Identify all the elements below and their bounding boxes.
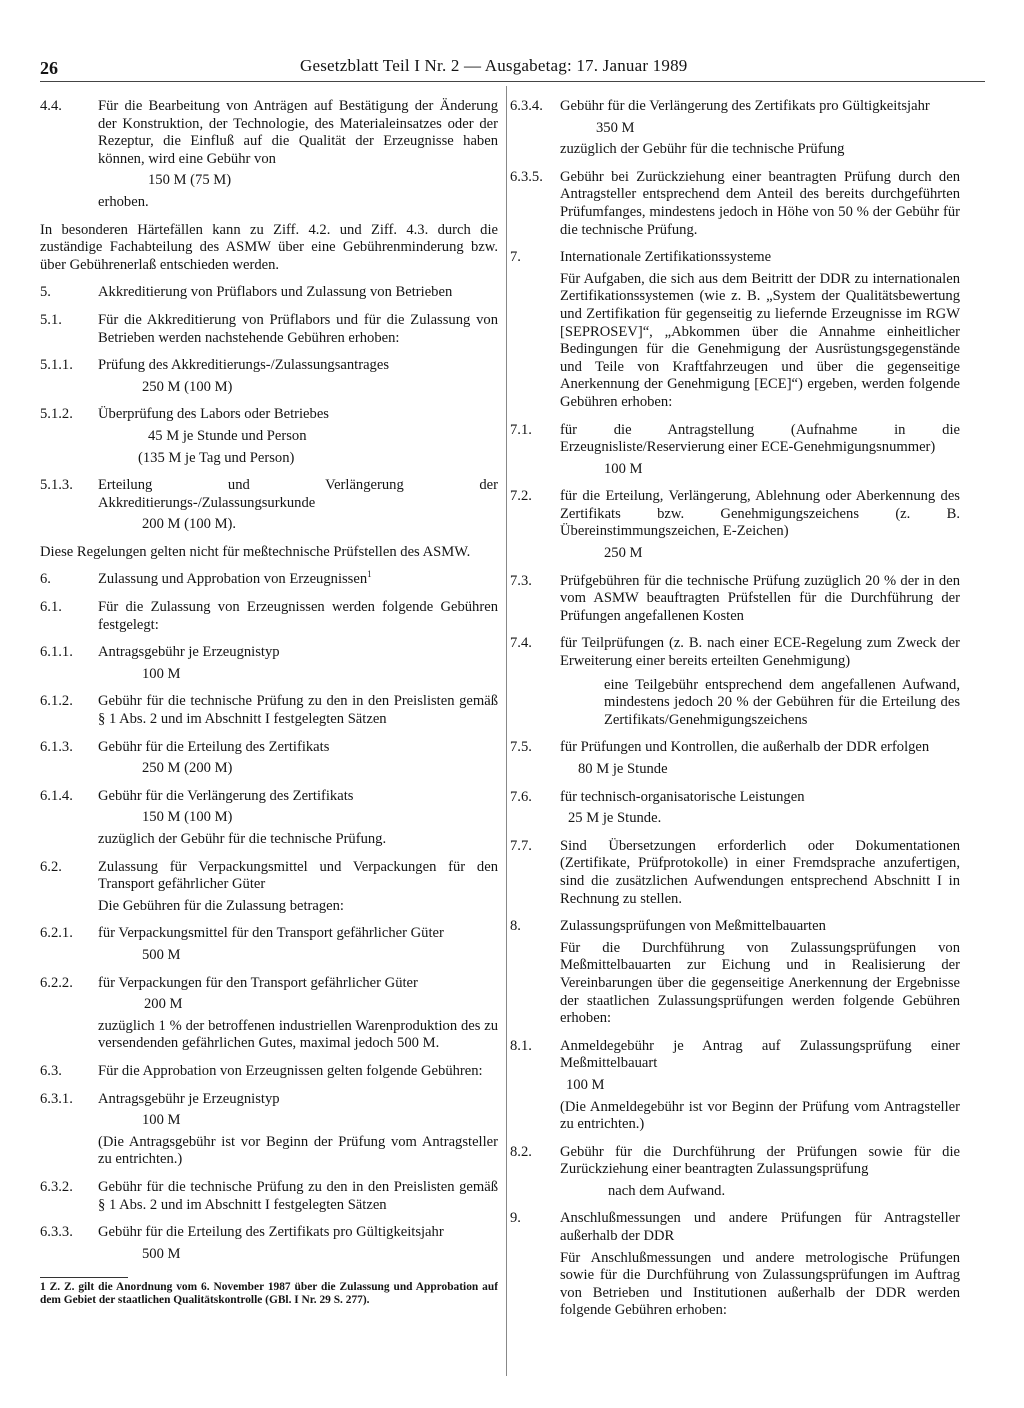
section-text [560, 249, 960, 267]
section-number: 6.3.1. [40, 1090, 73, 1107]
continuation-text: zuzüglich 1 % der betroffenen industriellen Warenproduktion des zu versendenden gefährlichen Gutes, maximal jedoch 500 M. [98, 1017, 498, 1052]
fee-amount: 250 M [604, 545, 643, 562]
section-number: 6.3. [40, 1062, 62, 1079]
section-text-content: Akkreditierung von Prüflabors und Zulassung von Betrieben [98, 284, 453, 301]
section-text [98, 571, 498, 589]
section-text [560, 1144, 960, 1179]
section-item [40, 284, 498, 302]
fee-amount: 150 M (100 M) [142, 809, 233, 826]
section-text-content: Für die Akkreditierung von Prüflabors und für die Zulassung von Betrieben werden nachstehende Gebühren erhoben: [98, 311, 498, 346]
section-number: 6.1.3. [40, 738, 73, 755]
fee-amount: 45 M je Stunde und Person [148, 427, 307, 444]
section-text [560, 739, 960, 757]
continuation-text: Die Gebühren für die Zulassung betragen: [98, 897, 344, 914]
section-text-content: für Prüfungen und Kontrollen, die außerhalb der DDR erfolgen [560, 739, 930, 756]
section-text-content: Gebühr für die Erteilung des Zertifikats pro Gültigkeitsjahr [98, 1224, 444, 1241]
section-text [98, 98, 498, 168]
section-text-content: Zulassungsprüfungen von Meßmittelbauarten [560, 918, 826, 935]
section-item [40, 1179, 498, 1214]
section-text [98, 1063, 498, 1081]
section-number: 5. [40, 284, 51, 301]
section-item [510, 422, 960, 457]
continuation-text: zuzüglich der Gebühr für die technische Prüfung [560, 141, 845, 158]
section-text-content: Anmeldegebühr je Antrag auf Zulassungsprüfung einer Meßmittelbauart [560, 1037, 960, 1072]
section-item [40, 406, 498, 424]
section-text [98, 1091, 498, 1109]
fee-amount: 250 M (200 M) [142, 760, 233, 777]
section-text [560, 789, 960, 807]
section-number: 9. [510, 1210, 521, 1227]
section-number: 6.2. [40, 858, 62, 875]
header-rule [40, 81, 985, 82]
section-text [98, 975, 498, 993]
continuation-text: Für Anschlußmessungen und andere metrologische Prüfungen sowie für die Durchführung von Zulassungsprüfungen im Auftrag von Betrieben und Institutionen außerhalb der DDR werden folgende Gebühren erhoben: [560, 1249, 960, 1319]
section-number: 6.2.2. [40, 974, 73, 991]
section-text-content: Für die Approbation von Erzeugnissen gelten folgende Gebühren: [98, 1062, 483, 1079]
continuation-text: (Die Anmeldegebühr ist vor Beginn der Prüfung vom Antragsteller zu entrichten.) [560, 1098, 960, 1133]
section-number: 6.3.4. [510, 98, 543, 114]
section-number: 7.1. [510, 421, 532, 438]
section-text-content: Antragsgebühr je Erzeugnistyp [98, 1090, 280, 1107]
section-text [560, 1038, 960, 1073]
section-text [98, 739, 498, 757]
continuation-text: (Die Antragsgebühr ist vor Beginn der Prüfung vom Antragsteller zu entrichten.) [98, 1133, 498, 1168]
continuation-text: Für die Durchführung von Zulassungsprüfungen von Meßmittelbauarten zur Eichung und in Realisierung der Vereinbarungen über die gegenseitige Anerkennung der Ergebnisse der staatlichen Zulassungsprüfungen werden folgende Gebühren erhoben: [560, 939, 960, 1027]
section-number: 6.1.1. [40, 644, 73, 661]
fee-amount: 500 M [142, 946, 181, 963]
section-item [40, 859, 498, 894]
section-item [40, 925, 498, 943]
section-text [98, 312, 498, 347]
paragraph: In besonderen Härtefällen kann zu Ziff. 4.2. und Ziff. 4.3. durch die zuständige Fachabteilung des ASMW über eine Gebührenminderung bzw. über Gebührenerlaß entschieden werden. [40, 221, 498, 273]
section-item [510, 739, 960, 757]
fee-amount: 25 M je Stunde. [568, 810, 662, 827]
footnote: 1 Z. Z. gilt die Anordnung vom 6. November 1987 über die Zulassung und Approbation auf dem Gebiet der staatlichen Qualitätskontrolle (GBl. I Nr. 29 S. 277). [40, 1281, 498, 1307]
section-text [98, 925, 498, 943]
section-number: 6. [40, 571, 51, 588]
fee-amount: 100 M [142, 1112, 181, 1129]
section-text-content: Gebühr für die Verlängerung des Zertifikats pro Gültigkeitsjahr [560, 98, 930, 114]
section-item [510, 249, 960, 267]
section-item [510, 789, 960, 807]
section-item [40, 788, 498, 806]
section-item [510, 573, 960, 626]
section-item [40, 739, 498, 757]
section-number: 8.1. [510, 1037, 532, 1054]
continuation-text: erhoben. [98, 193, 149, 210]
section-text [560, 488, 960, 541]
section-text [560, 838, 960, 908]
section-text-content: Überprüfung des Labors oder Betriebes [98, 406, 329, 423]
section-text [98, 1224, 498, 1242]
section-number: 6.3.5. [510, 168, 543, 185]
section-number: 5.1. [40, 311, 62, 328]
footnote-block [40, 1277, 498, 1307]
section-item [510, 488, 960, 541]
section-text [98, 406, 498, 424]
section-item [40, 599, 498, 634]
section-item [510, 1210, 960, 1245]
section-text-content: Zulassung für Verpackungsmittel und Verpackungen für den Transport gefährlicher Güter [98, 858, 498, 893]
section-text [560, 573, 960, 626]
right-column [510, 98, 960, 1380]
section-number: 6.1.2. [40, 693, 73, 710]
section-text-content: Gebühr bei Zurückziehung einer beantragten Prüfung durch den Antragsteller entsprechend dem Anteil des bereits durchgeführten Prüfumfanges, mindestens jedoch in Höhe von 50 % der Gebühr für die technische Prüfung. [560, 168, 960, 238]
section-text [560, 1210, 960, 1245]
section-item [40, 571, 498, 589]
section-text-content: für technisch-organisatorische Leistungen [560, 788, 805, 805]
section-number: 6.2.1. [40, 925, 73, 942]
section-text [98, 788, 498, 806]
section-text-content: Anschlußmessungen und andere Prüfungen für Antragsteller außerhalb der DDR [560, 1210, 960, 1245]
page-header [0, 52, 1024, 78]
section-text-content: Zulassung und Approbation von Erzeugnissen [98, 571, 368, 588]
fee-amount: 150 M (75 M) [148, 172, 232, 189]
fee-amount: 80 M je Stunde [578, 761, 668, 777]
section-text [560, 918, 960, 936]
indented-text: eine Teilgebühr entsprechend dem angefallenen Aufwand, mindestens jedoch 20 % der Gebühren für die Erteilung des Zertifikats/Genehmigungszeichens [604, 676, 960, 728]
section-number: 7. [510, 249, 521, 266]
continuation-text: Für Aufgaben, die sich aus dem Beitritt der DDR zu internationalen Zertifikationssystemen (wie z. B. „System der Qualitätsbewertung und Zertifikation für gegenseitig zu liefernde Erzeugnisse im RGW [SEPROSEV]“, „Abkommen über die Annahme einheitlicher Bedingungen für die Genehmigung der Ausrüstungsgegenstände und Teile von Kraftfahrzeugen und über die gegenseitige Anerkennung der Genehmigung [ECE]“) ergeben, werden folgende Gebühren erhoben: [560, 270, 960, 410]
section-text [98, 693, 498, 728]
section-text [98, 1179, 498, 1214]
section-text-content: Gebühr für die Durchführung der Prüfungen sowie für die Zurückziehung einer beantragten Zulassungsprüfung [560, 1143, 960, 1178]
fee-amount: 350 M [596, 119, 635, 136]
section-item [510, 1144, 960, 1179]
section-item [40, 644, 498, 662]
continuation-text: zuzüglich der Gebühr für die technische Prüfung. [98, 831, 387, 847]
section-item [40, 975, 498, 993]
section-text-content: für Verpackungen für den Transport gefährlicher Güter [98, 974, 418, 991]
footnote-marker: 1 [367, 569, 372, 580]
section-item [510, 1038, 960, 1073]
section-number: 5.1.2. [40, 406, 73, 423]
section-item [510, 98, 960, 116]
section-text-content: Gebühr für die technische Prüfung zu den in den Preislisten gemäß § 1 Abs. 2 und im Abschnitt I festgelegten Sätzen [98, 1178, 498, 1213]
section-item [40, 693, 498, 728]
fee-amount: 100 M [566, 1076, 605, 1093]
section-number: 7.3. [510, 572, 532, 589]
section-number: 6.1. [40, 599, 62, 616]
section-text-content: Für die Bearbeitung von Anträgen auf Bestätigung der Änderung der Konstruktion, der Technologie, des Materialeinsatzes oder der Rezeptur, die Einfluß auf die Qualität der Erzeugnisse haben können, wird eine Gebühr von [98, 98, 498, 167]
section-text [98, 599, 498, 634]
section-text-content: Antragsgebühr je Erzeugnistyp [98, 644, 280, 661]
section-number: 8. [510, 918, 521, 935]
section-text [98, 284, 498, 302]
section-number: 7.6. [510, 788, 532, 805]
section-text [560, 169, 960, 239]
section-item [40, 1063, 498, 1081]
running-head: Gesetzblatt Teil I Nr. 2 — Ausgabetag: 17. Januar 1989 [300, 56, 688, 75]
section-number: 8.2. [510, 1143, 532, 1160]
section-text [98, 859, 498, 894]
section-text-content: Prüfung des Akkreditierungs-/Zulassungsantrages [98, 357, 390, 374]
section-item [510, 838, 960, 908]
footnote-rule [40, 1277, 128, 1278]
section-text [560, 98, 960, 116]
fee-amount: 200 M (100 M). [142, 516, 237, 533]
fee-amount: (135 M je Tag und Person) [138, 449, 295, 466]
section-text-content: Sind Übersetzungen erforderlich oder Dokumentationen (Zertifikate, Prüfprotokolle) in einer Fremdsprache anzufertigen, sind die zusätzlichen Aufwendungen entsprechend Abschnitt I in Rechnung zu stellen. [560, 837, 960, 907]
left-column [40, 98, 498, 1380]
section-text-content: Erteilung und Verlängerung der Akkreditierungs-/Zulassungsurkunde [98, 477, 498, 511]
section-item [40, 1224, 498, 1242]
section-number: 6.3.2. [40, 1178, 73, 1195]
section-text [560, 635, 960, 670]
section-item [510, 169, 960, 239]
section-text [98, 644, 498, 662]
section-number: 7.4. [510, 635, 532, 652]
fee-amount: 200 M [144, 996, 183, 1013]
section-item [40, 477, 498, 512]
section-item [40, 1091, 498, 1109]
section-item [40, 98, 498, 168]
section-number: 7.2. [510, 488, 532, 505]
fee-amount: 250 M (100 M) [142, 378, 233, 395]
fee-amount: 500 M [142, 1245, 181, 1262]
section-text-content: Internationale Zertifikationssysteme [560, 249, 772, 266]
fee-amount: nach dem Aufwand. [608, 1182, 726, 1199]
column-divider [506, 86, 507, 1376]
section-text [560, 422, 960, 457]
section-text-content: für Verpackungsmittel für den Transport gefährlicher Güter [98, 925, 444, 942]
section-number: 5.1.1. [40, 357, 73, 374]
section-item [40, 312, 498, 347]
section-item [510, 918, 960, 936]
section-text [98, 357, 498, 375]
section-number: 6.1.4. [40, 787, 73, 804]
section-number: 5.1.3. [40, 477, 73, 494]
paragraph: Diese Regelungen gelten nicht für meßtechnische Prüfstellen des ASMW. [40, 543, 471, 560]
section-text-content: Gebühr für die Verlängerung des Zertifikats [98, 787, 354, 804]
section-text-content: für die Antragstellung (Aufnahme in die Erzeugnisliste/Reservierung einer ECE-Genehmigungsnummer) [560, 421, 960, 456]
section-number: 7.5. [510, 739, 532, 756]
section-number: 7.7. [510, 837, 532, 854]
section-text [98, 477, 498, 512]
section-item [40, 357, 498, 375]
section-text-content: für die Erteilung, Verlängerung, Ablehnung oder Aberkennung des Zertifikats bzw. Genehmigungszeichens (z. B. Übereinstimmungszeichen, E-Zeichen) [560, 488, 960, 540]
section-number: 6.3.3. [40, 1224, 73, 1241]
section-text-content: Gebühr für die Erteilung des Zertifikats [98, 738, 330, 755]
fee-amount: 100 M [604, 460, 643, 477]
section-number: 4.4. [40, 98, 62, 114]
section-item [510, 635, 960, 670]
section-text-content: Gebühr für die technische Prüfung zu den in den Preislisten gemäß § 1 Abs. 2 und im Abschnitt I festgelegten Sätzen [98, 693, 498, 728]
section-text-content: für Teilprüfungen (z. B. nach einer ECE-Regelung zum Zweck der Erweiterung einer bereits erteilten Genehmigung) [560, 635, 960, 670]
page-number: 26 [40, 58, 58, 78]
section-text-content: Für die Zulassung von Erzeugnissen werden folgende Gebühren festgelegt: [98, 599, 498, 633]
section-text-content: Prüfgebühren für die technische Prüfung zuzüglich 20 % der in den vom ASMW beauftragten Prüfstellen für die Durchführung der Prüfungen angefallenen Kosten [560, 572, 960, 624]
fee-amount: 100 M [142, 665, 181, 682]
